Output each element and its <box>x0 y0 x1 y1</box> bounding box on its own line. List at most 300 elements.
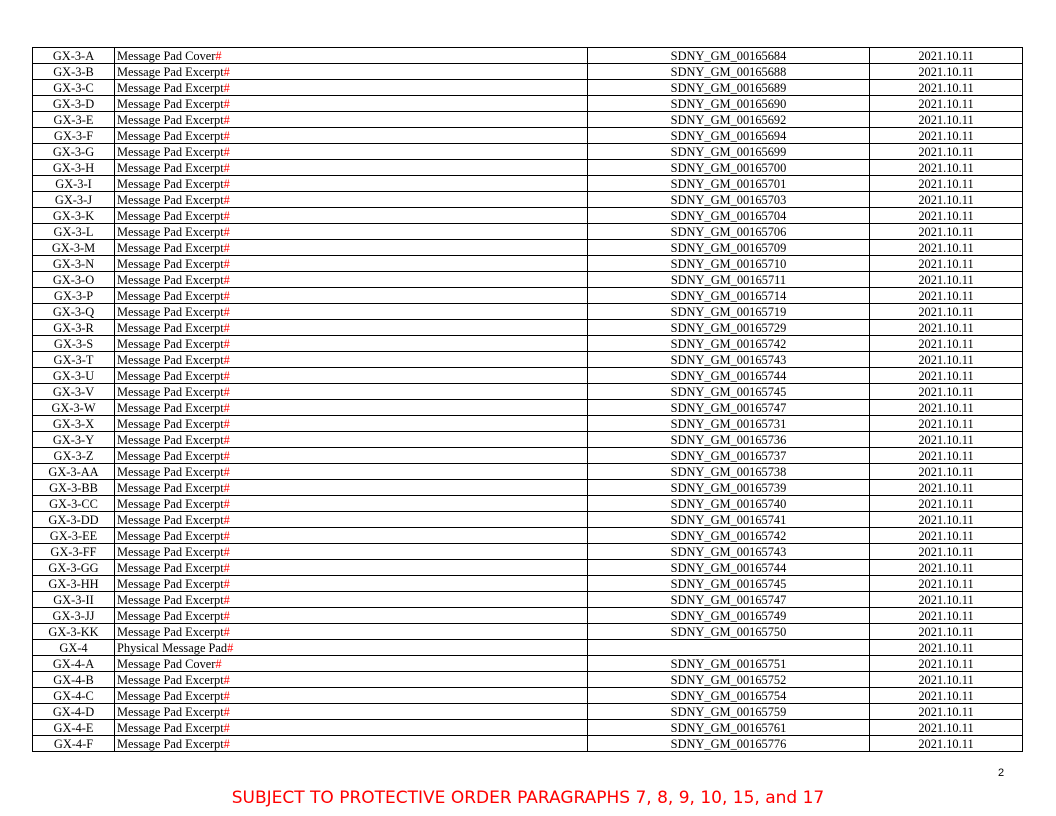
table-row <box>33 224 1023 240</box>
description-text: Message Pad Excerpt <box>117 528 224 543</box>
exhibit-number-cell: GX-3-V <box>33 384 115 400</box>
hash-marker: # <box>223 688 230 703</box>
description-cell <box>115 432 588 448</box>
table-row <box>33 240 1023 256</box>
bates-number-cell: SDNY_GM_00165731 <box>588 416 870 432</box>
bates-number-cell: SDNY_GM_00165743 <box>588 544 870 560</box>
bates-number-cell: SDNY_GM_00165688 <box>588 64 870 80</box>
table-row <box>33 528 1023 544</box>
bates-number-cell: SDNY_GM_00165741 <box>588 512 870 528</box>
bates-number-cell: SDNY_GM_00165706 <box>588 224 870 240</box>
exhibit-number-cell: GX-4-B <box>33 672 115 688</box>
description-text: Message Pad Excerpt <box>117 576 224 591</box>
exhibit-number-cell: GX-4 <box>33 640 115 656</box>
exhibit-number-cell: GX-3-CC <box>33 496 115 512</box>
date-cell: 2021.10.11 <box>870 448 1023 464</box>
description-cell <box>115 256 588 272</box>
bates-number-cell: SDNY_GM_00165704 <box>588 208 870 224</box>
table-row <box>33 448 1023 464</box>
description-text: Message Pad Excerpt <box>117 496 224 511</box>
bates-number-cell: SDNY_GM_00165750 <box>588 624 870 640</box>
description-cell <box>115 48 588 64</box>
table-row <box>33 576 1023 592</box>
exhibit-number-cell: GX-3-F <box>33 128 115 144</box>
hash-marker: # <box>223 352 230 367</box>
table-row <box>33 608 1023 624</box>
bates-number-cell: SDNY_GM_00165737 <box>588 448 870 464</box>
description-text: Message Pad Excerpt <box>117 240 224 255</box>
hash-marker: # <box>223 80 230 95</box>
bates-number-cell: SDNY_GM_00165700 <box>588 160 870 176</box>
date-cell: 2021.10.11 <box>870 96 1023 112</box>
date-cell: 2021.10.11 <box>870 368 1023 384</box>
description-cell <box>115 704 588 720</box>
bates-number-cell: SDNY_GM_00165759 <box>588 704 870 720</box>
date-cell: 2021.10.11 <box>870 160 1023 176</box>
description-cell <box>115 640 588 656</box>
date-cell: 2021.10.11 <box>870 352 1023 368</box>
hash-marker: # <box>223 592 230 607</box>
table-row <box>33 416 1023 432</box>
exhibit-number-cell: GX-3-HH <box>33 576 115 592</box>
description-cell <box>115 592 588 608</box>
bates-number-cell: SDNY_GM_00165699 <box>588 144 870 160</box>
hash-marker: # <box>215 48 222 63</box>
date-cell: 2021.10.11 <box>870 656 1023 672</box>
exhibit-number-cell: GX-4-C <box>33 688 115 704</box>
exhibit-number-cell: GX-3-J <box>33 192 115 208</box>
exhibit-number-cell: GX-3-AA <box>33 464 115 480</box>
bates-number-cell: SDNY_GM_00165692 <box>588 112 870 128</box>
hash-marker: # <box>223 512 230 527</box>
bates-number-cell: SDNY_GM_00165714 <box>588 288 870 304</box>
description-text: Message Pad Excerpt <box>117 464 224 479</box>
table-row <box>33 320 1023 336</box>
bates-number-cell: SDNY_GM_00165751 <box>588 656 870 672</box>
exhibit-number-cell: GX-3-R <box>33 320 115 336</box>
description-cell <box>115 96 588 112</box>
description-text: Message Pad Excerpt <box>117 80 224 95</box>
hash-marker: # <box>215 656 222 671</box>
exhibit-number-cell: GX-3-I <box>33 176 115 192</box>
description-text: Message Pad Excerpt <box>117 704 224 719</box>
bates-number-cell: SDNY_GM_00165738 <box>588 464 870 480</box>
bates-number-cell: SDNY_GM_00165776 <box>588 736 870 752</box>
exhibit-number-cell: GX-3-GG <box>33 560 115 576</box>
description-text: Message Pad Excerpt <box>117 176 224 191</box>
description-text: Message Pad Excerpt <box>117 624 224 639</box>
date-cell: 2021.10.11 <box>870 240 1023 256</box>
date-cell: 2021.10.11 <box>870 176 1023 192</box>
exhibit-number-cell: GX-3-L <box>33 224 115 240</box>
bates-number-cell: SDNY_GM_00165747 <box>588 592 870 608</box>
exhibit-number-cell: GX-3-T <box>33 352 115 368</box>
hash-marker: # <box>223 64 230 79</box>
table-row <box>33 672 1023 688</box>
date-cell: 2021.10.11 <box>870 640 1023 656</box>
description-cell <box>115 352 588 368</box>
date-cell: 2021.10.11 <box>870 416 1023 432</box>
description-text: Physical Message Pad <box>117 640 228 655</box>
hash-marker: # <box>223 368 230 383</box>
description-cell <box>115 464 588 480</box>
description-text: Message Pad Excerpt <box>117 112 224 127</box>
table-row <box>33 512 1023 528</box>
hash-marker: # <box>227 640 234 655</box>
description-cell <box>115 512 588 528</box>
date-cell: 2021.10.11 <box>870 64 1023 80</box>
date-cell: 2021.10.11 <box>870 400 1023 416</box>
date-cell: 2021.10.11 <box>870 304 1023 320</box>
description-cell <box>115 128 588 144</box>
table-row <box>33 208 1023 224</box>
hash-marker: # <box>223 176 230 191</box>
table-row <box>33 336 1023 352</box>
date-cell: 2021.10.11 <box>870 704 1023 720</box>
description-cell <box>115 336 588 352</box>
table-row <box>33 688 1023 704</box>
bates-number-cell: SDNY_GM_00165694 <box>588 128 870 144</box>
description-cell <box>115 208 588 224</box>
date-cell: 2021.10.11 <box>870 272 1023 288</box>
date-cell: 2021.10.11 <box>870 720 1023 736</box>
hash-marker: # <box>223 496 230 511</box>
table-row <box>33 368 1023 384</box>
date-cell: 2021.10.11 <box>870 464 1023 480</box>
hash-marker: # <box>223 144 230 159</box>
description-text: Message Pad Excerpt <box>117 304 224 319</box>
description-text: Message Pad Excerpt <box>117 128 224 143</box>
description-cell <box>115 608 588 624</box>
exhibit-number-cell: GX-3-BB <box>33 480 115 496</box>
hash-marker: # <box>223 528 230 543</box>
description-text: Message Pad Excerpt <box>117 720 224 735</box>
table-row <box>33 288 1023 304</box>
description-cell <box>115 240 588 256</box>
bates-number-cell: SDNY_GM_00165709 <box>588 240 870 256</box>
bates-number-cell: SDNY_GM_00165743 <box>588 352 870 368</box>
date-cell: 2021.10.11 <box>870 256 1023 272</box>
description-cell <box>115 656 588 672</box>
date-cell: 2021.10.11 <box>870 480 1023 496</box>
hash-marker: # <box>223 624 230 639</box>
date-cell: 2021.10.11 <box>870 688 1023 704</box>
table-row <box>33 560 1023 576</box>
table-row <box>33 128 1023 144</box>
description-cell <box>115 112 588 128</box>
hash-marker: # <box>223 704 230 719</box>
description-cell <box>115 544 588 560</box>
description-text: Message Pad Excerpt <box>117 288 224 303</box>
exhibit-number-cell: GX-3-P <box>33 288 115 304</box>
exhibit-number-cell: GX-3-E <box>33 112 115 128</box>
hash-marker: # <box>223 416 230 431</box>
description-cell <box>115 624 588 640</box>
description-cell <box>115 320 588 336</box>
bates-number-cell: SDNY_GM_00165744 <box>588 560 870 576</box>
description-text: Message Pad Excerpt <box>117 272 224 287</box>
exhibit-number-cell: GX-3-II <box>33 592 115 608</box>
hash-marker: # <box>223 208 230 223</box>
description-cell <box>115 80 588 96</box>
table-row <box>33 736 1023 752</box>
description-text: Message Pad Excerpt <box>117 592 224 607</box>
table-row <box>33 160 1023 176</box>
bates-number-cell: SDNY_GM_00165754 <box>588 688 870 704</box>
date-cell: 2021.10.11 <box>870 560 1023 576</box>
date-cell: 2021.10.11 <box>870 208 1023 224</box>
table-row <box>33 544 1023 560</box>
date-cell: 2021.10.11 <box>870 224 1023 240</box>
description-text: Message Pad Excerpt <box>117 368 224 383</box>
bates-number-cell: SDNY_GM_00165749 <box>588 608 870 624</box>
table-row <box>33 352 1023 368</box>
exhibit-number-cell: GX-4-A <box>33 656 115 672</box>
description-text: Message Pad Excerpt <box>117 256 224 271</box>
bates-number-cell: SDNY_GM_00165703 <box>588 192 870 208</box>
bates-number-cell: SDNY_GM_00165684 <box>588 48 870 64</box>
exhibit-number-cell: GX-3-W <box>33 400 115 416</box>
description-text: Message Pad Excerpt <box>117 352 224 367</box>
hash-marker: # <box>223 240 230 255</box>
description-text: Message Pad Excerpt <box>117 320 224 335</box>
description-text: Message Pad Excerpt <box>117 64 224 79</box>
description-cell <box>115 384 588 400</box>
description-text: Message Pad Excerpt <box>117 208 224 223</box>
date-cell: 2021.10.11 <box>870 432 1023 448</box>
hash-marker: # <box>223 320 230 335</box>
table-row <box>33 112 1023 128</box>
exhibit-number-cell: GX-4-D <box>33 704 115 720</box>
date-cell: 2021.10.11 <box>870 144 1023 160</box>
description-cell <box>115 224 588 240</box>
bates-number-cell: SDNY_GM_00165736 <box>588 432 870 448</box>
exhibit-number-cell: GX-3-A <box>33 48 115 64</box>
hash-marker: # <box>223 160 230 175</box>
description-cell <box>115 480 588 496</box>
exhibit-number-cell: GX-3-Y <box>33 432 115 448</box>
bates-number-cell: SDNY_GM_00165740 <box>588 496 870 512</box>
bates-number-cell: SDNY_GM_00165719 <box>588 304 870 320</box>
exhibit-number-cell: GX-3-Z <box>33 448 115 464</box>
date-cell: 2021.10.11 <box>870 192 1023 208</box>
table-row <box>33 464 1023 480</box>
description-cell <box>115 448 588 464</box>
exhibit-number-cell: GX-3-K <box>33 208 115 224</box>
description-cell <box>115 368 588 384</box>
hash-marker: # <box>223 112 230 127</box>
exhibit-number-cell: GX-4-E <box>33 720 115 736</box>
hash-marker: # <box>223 336 230 351</box>
description-cell <box>115 736 588 752</box>
hash-marker: # <box>223 272 230 287</box>
hash-marker: # <box>223 400 230 415</box>
exhibit-number-cell: GX-4-F <box>33 736 115 752</box>
date-cell: 2021.10.11 <box>870 80 1023 96</box>
description-cell <box>115 304 588 320</box>
bates-number-cell: SDNY_GM_00165745 <box>588 384 870 400</box>
date-cell: 2021.10.11 <box>870 624 1023 640</box>
bates-number-cell: SDNY_GM_00165690 <box>588 96 870 112</box>
table-row <box>33 176 1023 192</box>
date-cell: 2021.10.11 <box>870 608 1023 624</box>
hash-marker: # <box>223 672 230 687</box>
hash-marker: # <box>223 720 230 735</box>
date-cell: 2021.10.11 <box>870 128 1023 144</box>
exhibit-number-cell: GX-3-H <box>33 160 115 176</box>
exhibit-number-cell: GX-3-JJ <box>33 608 115 624</box>
exhibit-number-cell: GX-3-O <box>33 272 115 288</box>
bates-number-cell: SDNY_GM_00165745 <box>588 576 870 592</box>
description-text: Message Pad Excerpt <box>117 144 224 159</box>
table-row <box>33 640 1023 656</box>
date-cell: 2021.10.11 <box>870 496 1023 512</box>
description-text: Message Pad Cover <box>117 656 216 671</box>
hash-marker: # <box>223 256 230 271</box>
description-text: Message Pad Excerpt <box>117 192 224 207</box>
exhibit-number-cell: GX-3-FF <box>33 544 115 560</box>
hash-marker: # <box>223 224 230 239</box>
table-row <box>33 656 1023 672</box>
hash-marker: # <box>223 128 230 143</box>
description-text: Message Pad Excerpt <box>117 336 224 351</box>
hash-marker: # <box>223 560 230 575</box>
table-row <box>33 592 1023 608</box>
table-row <box>33 720 1023 736</box>
description-text: Message Pad Excerpt <box>117 672 224 687</box>
date-cell: 2021.10.11 <box>870 336 1023 352</box>
description-text: Message Pad Excerpt <box>117 400 224 415</box>
table-row <box>33 48 1023 64</box>
date-cell: 2021.10.11 <box>870 384 1023 400</box>
bates-number-cell: SDNY_GM_00165711 <box>588 272 870 288</box>
exhibit-number-cell: GX-3-DD <box>33 512 115 528</box>
table-row <box>33 192 1023 208</box>
table-row <box>33 256 1023 272</box>
date-cell: 2021.10.11 <box>870 672 1023 688</box>
hash-marker: # <box>223 192 230 207</box>
page-number: 2 <box>998 767 1005 779</box>
bates-number-cell: SDNY_GM_00165701 <box>588 176 870 192</box>
table-row <box>33 304 1023 320</box>
description-text: Message Pad Excerpt <box>117 560 224 575</box>
date-cell: 2021.10.11 <box>870 736 1023 752</box>
exhibit-number-cell: GX-3-B <box>33 64 115 80</box>
description-text: Message Pad Excerpt <box>117 416 224 431</box>
table-row <box>33 384 1023 400</box>
bates-number-cell <box>588 640 870 656</box>
description-text: Message Pad Excerpt <box>117 384 224 399</box>
date-cell: 2021.10.11 <box>870 544 1023 560</box>
bates-number-cell: SDNY_GM_00165742 <box>588 528 870 544</box>
hash-marker: # <box>223 304 230 319</box>
hash-marker: # <box>223 464 230 479</box>
bates-number-cell: SDNY_GM_00165739 <box>588 480 870 496</box>
description-cell <box>115 64 588 80</box>
description-text: Message Pad Excerpt <box>117 736 224 751</box>
description-cell <box>115 496 588 512</box>
bates-number-cell: SDNY_GM_00165710 <box>588 256 870 272</box>
table-row <box>33 624 1023 640</box>
exhibit-number-cell: GX-3-KK <box>33 624 115 640</box>
table-row <box>33 64 1023 80</box>
hash-marker: # <box>223 608 230 623</box>
description-text: Message Pad Excerpt <box>117 688 224 703</box>
table-row <box>33 480 1023 496</box>
table-row <box>33 704 1023 720</box>
table-row <box>33 96 1023 112</box>
hash-marker: # <box>223 576 230 591</box>
exhibit-number-cell: GX-3-N <box>33 256 115 272</box>
description-text: Message Pad Excerpt <box>117 224 224 239</box>
description-text: Message Pad Excerpt <box>117 480 224 495</box>
exhibit-table <box>32 47 1023 752</box>
date-cell: 2021.10.11 <box>870 112 1023 128</box>
description-cell <box>115 192 588 208</box>
exhibit-number-cell: GX-3-C <box>33 80 115 96</box>
hash-marker: # <box>223 432 230 447</box>
exhibit-number-cell: GX-3-M <box>33 240 115 256</box>
exhibit-number-cell: GX-3-D <box>33 96 115 112</box>
bates-number-cell: SDNY_GM_00165761 <box>588 720 870 736</box>
description-cell <box>115 416 588 432</box>
date-cell: 2021.10.11 <box>870 48 1023 64</box>
description-cell <box>115 272 588 288</box>
description-cell <box>115 720 588 736</box>
description-cell <box>115 160 588 176</box>
description-cell <box>115 176 588 192</box>
table-row <box>33 400 1023 416</box>
description-cell <box>115 528 588 544</box>
exhibit-number-cell: GX-3-U <box>33 368 115 384</box>
bates-number-cell: SDNY_GM_00165742 <box>588 336 870 352</box>
bates-number-cell: SDNY_GM_00165752 <box>588 672 870 688</box>
description-cell <box>115 576 588 592</box>
table-row <box>33 144 1023 160</box>
hash-marker: # <box>223 448 230 463</box>
hash-marker: # <box>223 736 230 751</box>
date-cell: 2021.10.11 <box>870 592 1023 608</box>
date-cell: 2021.10.11 <box>870 576 1023 592</box>
table-row <box>33 80 1023 96</box>
description-text: Message Pad Excerpt <box>117 608 224 623</box>
exhibit-number-cell: GX-3-Q <box>33 304 115 320</box>
exhibit-number-cell: GX-3-X <box>33 416 115 432</box>
date-cell: 2021.10.11 <box>870 512 1023 528</box>
bates-number-cell: SDNY_GM_00165744 <box>588 368 870 384</box>
description-text: Message Pad Excerpt <box>117 544 224 559</box>
date-cell: 2021.10.11 <box>870 320 1023 336</box>
hash-marker: # <box>223 384 230 399</box>
description-cell <box>115 288 588 304</box>
bates-number-cell: SDNY_GM_00165729 <box>588 320 870 336</box>
protective-order-footer: SUBJECT TO PROTECTIVE ORDER PARAGRAPHS 7, 8, 9, 10, 15, and 17 <box>231 788 825 808</box>
description-cell <box>115 672 588 688</box>
description-cell <box>115 560 588 576</box>
date-cell: 2021.10.11 <box>870 288 1023 304</box>
bates-number-cell: SDNY_GM_00165689 <box>588 80 870 96</box>
table-row <box>33 496 1023 512</box>
exhibit-table-body <box>33 48 1023 752</box>
hash-marker: # <box>223 288 230 303</box>
description-cell <box>115 400 588 416</box>
description-text: Message Pad Excerpt <box>117 160 224 175</box>
hash-marker: # <box>223 544 230 559</box>
bates-number-cell: SDNY_GM_00165747 <box>588 400 870 416</box>
exhibit-number-cell: GX-3-G <box>33 144 115 160</box>
description-text: Message Pad Excerpt <box>117 96 224 111</box>
exhibit-number-cell: GX-3-EE <box>33 528 115 544</box>
